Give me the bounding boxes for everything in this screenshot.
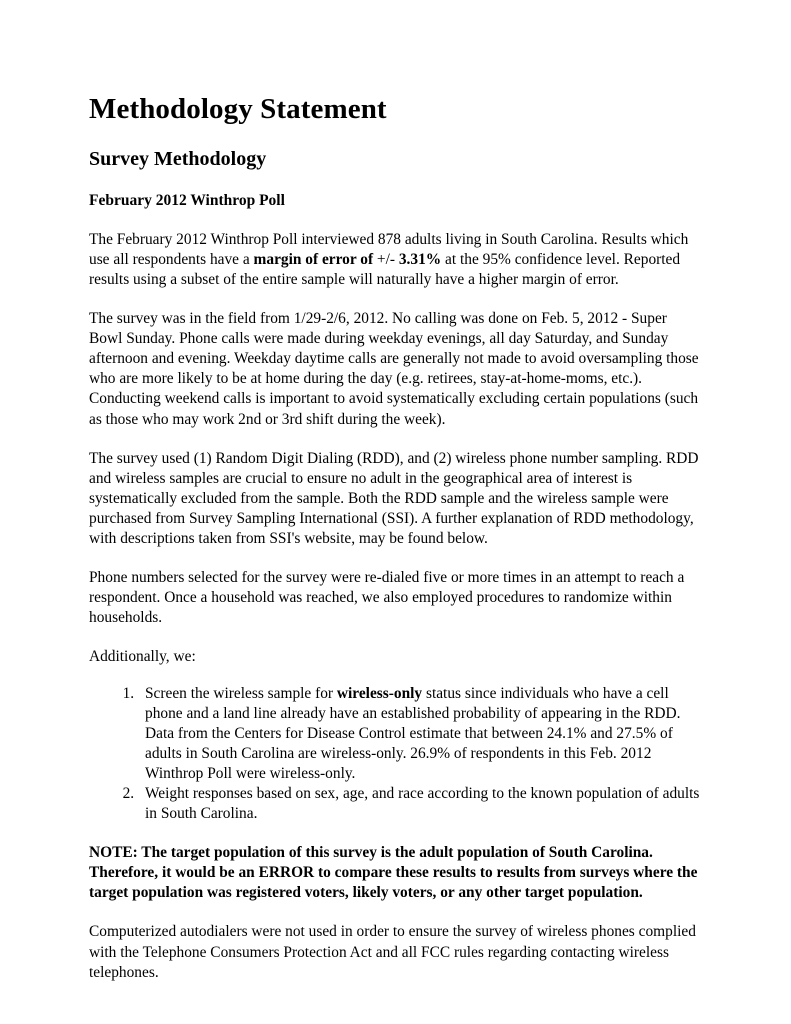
section-heading: Survey Methodology (89, 148, 267, 171)
paragraph-text-segment: The February 2012 Winthrop Poll interviewed 878 adults living in South Carolina. Results which use all respondents have a (89, 230, 689, 268)
paragraph-text-segment: at the 95% confidence level. Reported results using a subset of the entire sample will naturally have a higher margin of error. (89, 250, 681, 288)
list-item-text-segment: Screen the wireless sample for (145, 684, 337, 702)
list-item (138, 784, 703, 824)
document-content (89, 92, 703, 983)
paragraph-sample-and-moe (89, 230, 703, 290)
margin-of-error-value: 3.31% (398, 250, 442, 268)
additional-procedures-list (89, 684, 703, 825)
wireless-only-emphasis: wireless-only (336, 684, 423, 702)
list-item-text-segment: Weight responses based on sex, age, and race according to the known population of adults in South Carolina. (145, 784, 700, 823)
list-item (138, 684, 703, 784)
note-paragraph: NOTE: The target population of this survey is the adult population of South Carolina. Therefore, it would be an ERROR to compare these results to results from surveys where the target population was registered voters, likely voters, or any other target population. (89, 844, 698, 902)
paragraph-redial-procedure: Phone numbers selected for the survey were re-dialed five or more times in an attempt to reach a respondent. Once a household was reached, we also employed procedures to randomize within households. (89, 569, 685, 627)
paragraph-text-segment: +/- (373, 250, 399, 268)
paragraph-autodialer-compliance: Computerized autodialers were not used in order to ensure the survey of wireless phones complied with the Telephone Consumers Protection Act and all FCC rules regarding contacting wireless telephones. (89, 923, 696, 981)
sub-heading: February 2012 Winthrop Poll (89, 192, 285, 210)
page-title: Methodology Statement (89, 93, 387, 125)
margin-of-error-label: margin of error of (253, 250, 374, 268)
paragraph-sampling-method: The survey used (1) Random Digit Dialing (RDD), and (2) wireless phone number sampling. RDD and wireless samples are crucial to ensure no adult in the geographical area of interest is systematically excluded from the sample. Both the RDD sample and the wireless sample were purchased from Survey Sampling International (SSI). A further explanation of RDD methodology, with descriptions taken from SSI's website, may be found below. (89, 449, 699, 548)
list-item-text-segment: status since individuals who have a cell phone and a land line already have an established probability of appearing in the RDD. Data from the Centers for Disease Control estimate that between 24.1% and 27.5% of adults in South Carolina are wireless-only. 26.9% of respondents in this Feb. 2012 Winthrop Poll were wireless-only. (145, 684, 681, 782)
paragraph-field-period: The survey was in the field from 1/29-2/6, 2012. No calling was done on Feb. 5, 2012 - Super Bowl Sunday. Phone calls were made during weekday evenings, all day Saturday, and Sunday afternoon and evening. Weekday daytime calls are generally not made to avoid oversampling those who are more likely to be at home during the day (e.g. retirees, stay-at-home-moms, etc.). Conducting weekend calls is important to avoid systematically excluding certain populations (such as those who may work 2nd or 3rd shift during the week). (89, 310, 699, 428)
paragraph-additional-lead-in: Additionally, we: (89, 648, 196, 666)
